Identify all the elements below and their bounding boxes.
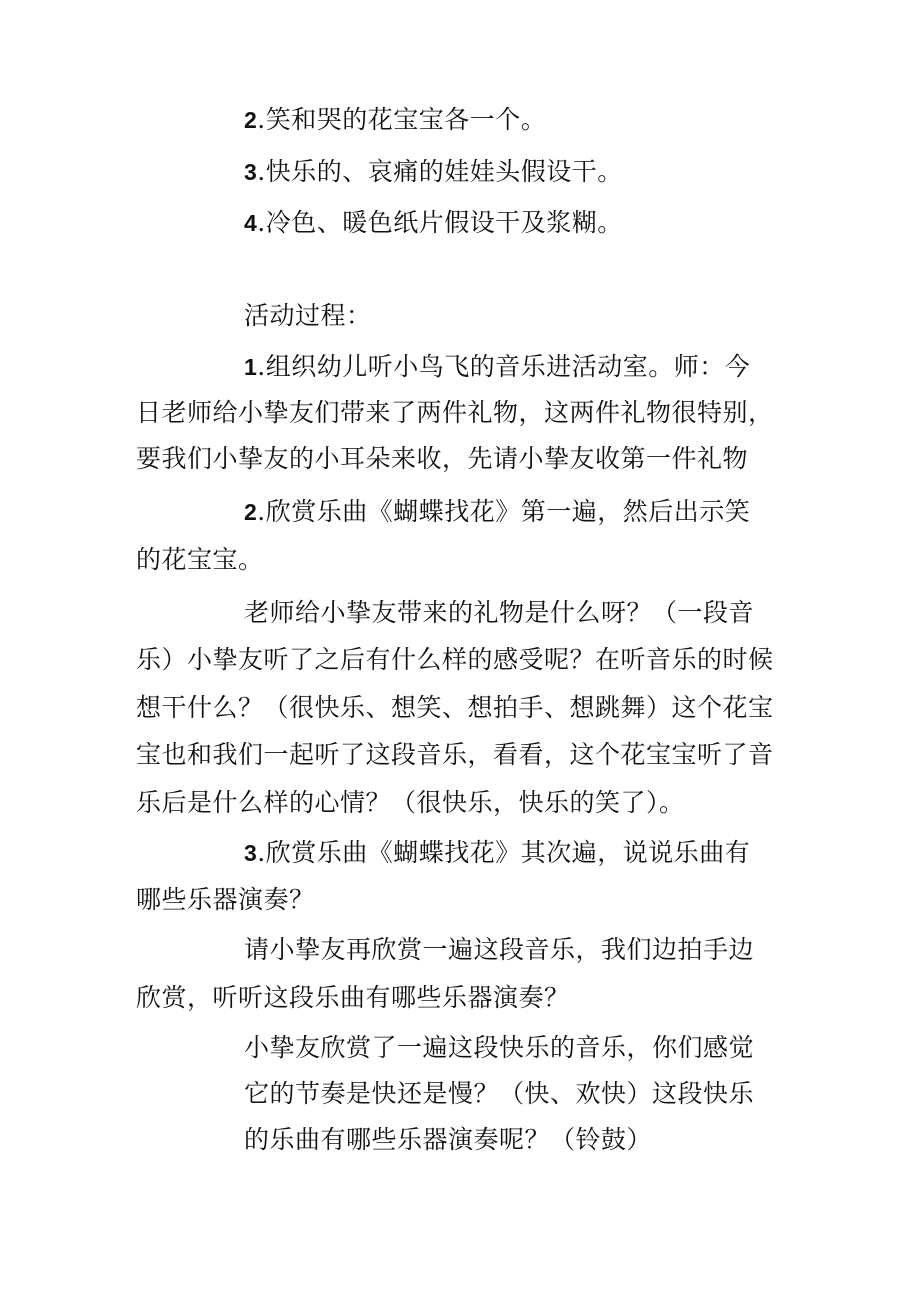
gift-para-line5: 乐后是什么样的心情？（很快乐，快乐的笑了）。 — [136, 788, 685, 817]
rhythm-para-line1: 小挚友欣赏了一遍这段快乐的音乐，你们感觉 — [244, 1033, 755, 1062]
step1-line2: 日老师给小挚友们带来了两件礼物，这两件礼物很特别， — [136, 398, 774, 427]
material-item — [244, 103, 546, 137]
step2-line1 — [244, 495, 750, 529]
item-text: .冷色、暖色纸片假设干及浆糊。 — [257, 208, 623, 237]
clap-para-line2: 欣赏，听听这段乐曲有哪些乐器演奏？ — [136, 983, 570, 1012]
material-item — [244, 206, 623, 240]
rhythm-para-line3: 的乐曲有哪些乐器演奏呢？（铃鼓） — [244, 1125, 653, 1154]
step-text: .欣赏乐曲《蝴蝶找花》其次遍，说说乐曲有 — [257, 838, 751, 867]
gift-para-line3: 想干什么？（很快乐、想笑、想拍手、想跳舞）这个花宝 — [136, 693, 774, 722]
step-number: 3 — [244, 840, 258, 866]
step-text: .欣赏乐曲《蝴蝶找花》第一遍，然后出示笑 — [257, 497, 751, 526]
step-number: 1 — [244, 354, 258, 380]
item-number: 3 — [244, 159, 258, 185]
step3-line2: 哪些乐器演奏？ — [136, 885, 315, 914]
step-number: 2 — [244, 499, 258, 525]
step-text: .组织幼儿听小鸟飞的音乐进活动室。师：今 — [257, 352, 751, 381]
item-number: 4 — [244, 210, 258, 236]
step1-line3: 要我们小挚友的小耳朵来收，先请小挚友收第一件礼物 — [136, 444, 749, 473]
item-text: .快乐的、哀痛的娃娃头假设干。 — [257, 157, 623, 186]
material-item — [244, 155, 623, 189]
item-text: .笑和哭的花宝宝各一个。 — [257, 105, 547, 134]
gift-para-line4: 宝也和我们一起听了这段音乐，看看，这个花宝宝听了音 — [136, 740, 774, 769]
step2-line2: 的花宝宝。 — [136, 545, 264, 574]
gift-para-line2: 乐）小挚友听了之后有什么样的感受呢？在听音乐的时候 — [136, 645, 774, 674]
step1-line1 — [244, 350, 750, 384]
rhythm-para-line2: 它的节奏是快还是慢？（快、欢快）这段快乐 — [244, 1079, 755, 1108]
process-heading: 活动过程： — [244, 301, 372, 330]
clap-para-line1: 请小挚友再欣赏一遍这段音乐，我们边拍手边 — [244, 935, 755, 964]
gift-para-line1: 老师给小挚友带来的礼物是什么呀？（一段音 — [244, 598, 755, 627]
item-number: 2 — [244, 107, 258, 133]
step3-line1 — [244, 836, 750, 870]
